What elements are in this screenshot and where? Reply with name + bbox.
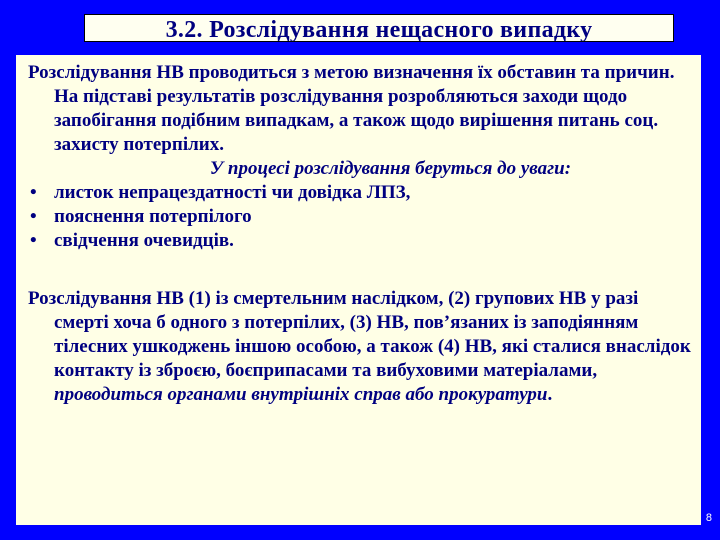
bullet-icon: • xyxy=(30,230,37,251)
conclusion-period: . xyxy=(547,384,553,405)
list-item xyxy=(28,205,693,229)
bullet-icon: • xyxy=(30,182,37,203)
list-item-text: свідчення очевидців. xyxy=(54,230,234,251)
considered-heading: У процесі розслідування беруться до уваги: xyxy=(209,158,572,179)
evidence-list xyxy=(28,181,693,253)
conclusion-italic-text: проводиться органами внутрішніх справ або прокуратури xyxy=(54,384,548,405)
list-item-text: пояснення потерпілого xyxy=(54,206,252,227)
page-number: 8 xyxy=(705,512,712,524)
content-panel xyxy=(16,55,701,525)
conclusion-paragraph xyxy=(28,287,693,407)
intro-paragraph: Розслідування НВ проводиться з метою визначення їх обставин та причин. На підставі результатів розслідування розробляються заходи щодо запобігання подібним випадкам, а також щодо вирішення питань соц. захисту потерпілих. xyxy=(28,62,675,155)
slide-title-bar xyxy=(84,14,674,42)
bullet-icon: • xyxy=(30,206,37,227)
slide-title: 3.2. Розслідування нещасного випадку xyxy=(165,17,593,42)
list-item xyxy=(28,181,693,205)
spacer xyxy=(28,253,693,287)
list-item-text: листок непрацездатності чи довідка ЛПЗ, xyxy=(54,182,411,203)
conclusion-text: Розслідування НВ (1) із смертельним наслідком, (2) групових НВ у разі смерті хоча б одного з потерпілих, (3) НВ, пов’язаних із заподіянням тілесних ушкоджень іншою особою, а також (4) НВ, які сталися внаслідок контакту із зброєю, боєприпасами та вибуховими матеріалами, xyxy=(28,288,691,381)
list-item xyxy=(28,229,693,253)
